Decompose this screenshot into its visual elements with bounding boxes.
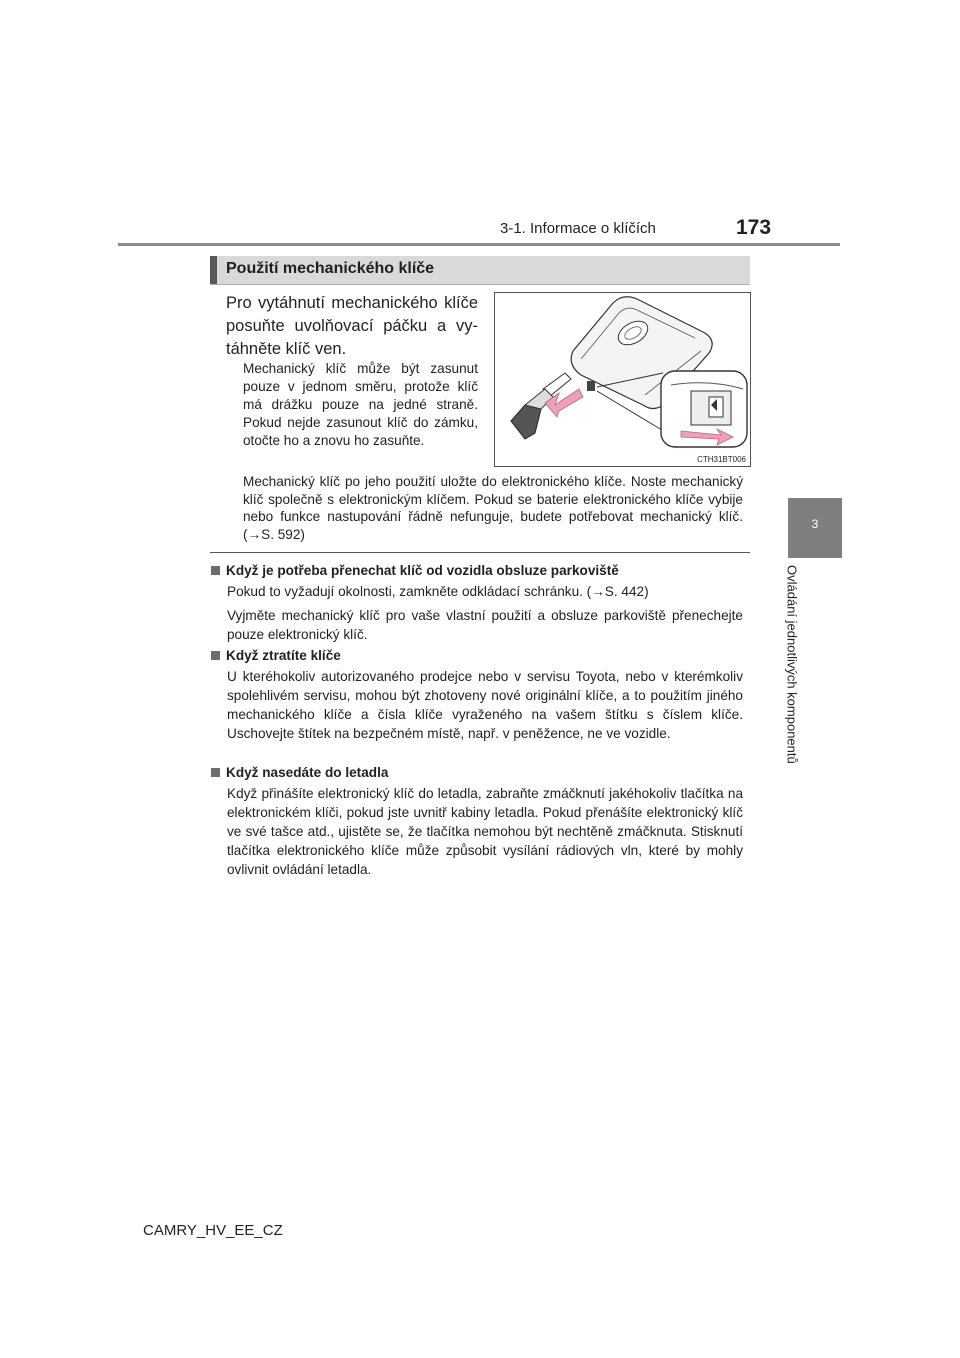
main-instruction-line: táhněte klíč ven.: [226, 340, 347, 358]
square-bullet-icon: [211, 768, 220, 777]
figure-code: CTH31BT006: [697, 455, 746, 464]
main-instruction-line: Pro vytáhnutí mechanického klíče: [226, 294, 478, 312]
paragraph: Když přinášíte elektronický klíč do letadla, zabraňte zmáčknutí jakéhokoliv tlačítka na elektronickém klíči, pokud jste uvnitř kabiny letadla. Pokud přenášíte elektronický klíč ve své tašce atd., ujistěte se, že tlačítka nemohou být nechtěně zmáčknuta. Stisknutí tlačítka elektronického klíče může způsobit vysílání rádiových vln, které by mohly ovlivnit ovládání letadla.: [227, 786, 743, 877]
key-illustration: [494, 292, 751, 467]
storage-note: Mechanický klíč po jeho použití uložte do elektronického klíče. Noste mechanický klíč společně s elektronickým klíčem. Pokud se baterie elektronického klíče vybije nebo funkce nastupování řádně nefunguje, budete potřebovat mechanický klíč. (→S. 592): [243, 474, 743, 543]
paragraph: Vyjměte mechanický klíč pro vaše vlastní použití a obsluze parkoviště přenechejte pouze elektronický klíč.: [227, 608, 743, 642]
section-header-bar: [210, 256, 217, 284]
subsection-heading: [211, 765, 388, 780]
insertion-note: Mechanický klíč může být zasunut pouze v jednom směru, protože klíč má drážku pouze na jedné straně. Pokud nejde zasunout klíč do zámku, otočte ho a znovu ho zasuňte.: [243, 361, 478, 448]
section-title: Použití mechanického klíče: [226, 260, 435, 277]
section-header: [210, 256, 750, 285]
page-number: 173: [736, 216, 772, 239]
header-rule: [118, 243, 840, 246]
square-bullet-icon: [211, 566, 220, 575]
subsection-heading: [211, 648, 341, 663]
chapter-title: Ovládání jednotlivých komponentů: [784, 565, 800, 764]
section-divider: [210, 552, 750, 553]
subsection-title: Když ztratíte klíče: [226, 648, 341, 663]
running-header: 3-1. Informace o klíčích: [500, 220, 656, 237]
key-fob-drawing: [495, 293, 750, 453]
main-instruction-line: posuňte uvolňovací páčku a vy-: [226, 317, 478, 335]
model-code: CAMRY_HV_EE_CZ: [143, 1222, 283, 1239]
main-instruction: [226, 292, 478, 361]
subsection-heading: [211, 563, 619, 578]
square-bullet-icon: [211, 651, 220, 660]
paragraph: Pokud to vyžadují okolnosti, zamkněte odkládací schránku. (→S. 442): [227, 584, 649, 599]
chapter-number: 3: [811, 517, 819, 531]
subsection-title: Když nasedáte do letadla: [226, 765, 389, 780]
subsection-title: Když je potřeba přenechat klíč od vozidla obsluze parkoviště: [226, 563, 619, 578]
paragraph: U kteréhokoliv autorizovaného prodejce nebo v servisu Toyota, nebo v kterémkoliv spolehlivém servisu, mohou být zhotoveny nové originální klíče, a to použitím jiného mechanického klíče a čísla klíče vyraženého na vašem štítku s číslem klíče. Uschovejte štítek na bezpečném místě, např. v peněžence, ne ve vozidle.: [227, 669, 743, 741]
chapter-title-vertical: [770, 565, 814, 865]
